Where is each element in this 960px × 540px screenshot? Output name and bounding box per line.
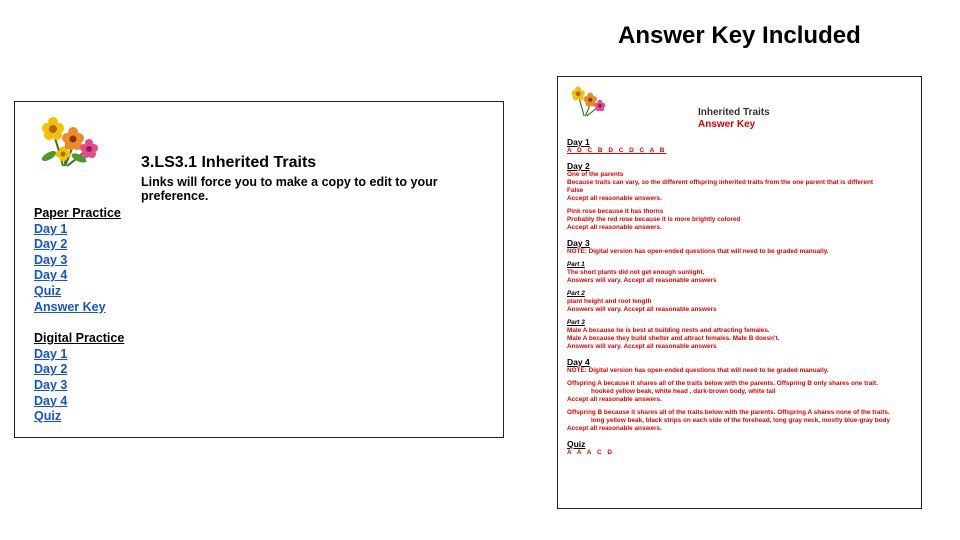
digital-day4-link[interactable]: Day 4 (34, 393, 68, 408)
paper-day4-link[interactable]: Day 4 (34, 268, 68, 283)
paper-day2-link[interactable]: Day 2 (34, 237, 68, 252)
answer-key-subtitle: Answer Key (698, 119, 756, 130)
answer-line: Answers will vary. Accept all reasonable answers (567, 277, 717, 284)
answer-line: Male A because he is best at building nests and attracting females. (567, 327, 770, 334)
digital-day2-link[interactable]: Day 2 (34, 362, 68, 377)
paper-day1-link[interactable]: Day 1 (34, 221, 68, 236)
answer-line: Because traits can vary, so the different offspring inherited traits from the one parent that is different (567, 179, 873, 186)
flowers-icon (33, 112, 99, 170)
answer-line: Answers will vary. Accept all reasonable answers (567, 343, 717, 350)
answer-line: Probably the red rose because it is more brightly colored (567, 216, 741, 223)
answer-line: The short plants did not get enough sunlight. (567, 269, 705, 276)
links-card (14, 101, 504, 438)
answer-line: Accept all reasonable answers. (567, 396, 662, 403)
answer-line: Offspring B because it shares all of the traits below with the parents. Offspring A shares none of the traits. (567, 409, 890, 416)
digital-day3-link[interactable]: Day 3 (34, 377, 68, 392)
part1-heading: Part 1 (567, 261, 585, 268)
answer-line: Offspring A because it shares all of the traits below with the parents. Offspring B only shares one trait. (567, 380, 878, 387)
paper-day3-link[interactable]: Day 3 (34, 252, 68, 267)
day1-answers: A D C B D C D C A B (567, 147, 667, 154)
part3-heading: Part 3 (567, 319, 585, 326)
day1-heading: Day 1 (567, 137, 590, 147)
answer-line: Accept all reasonable answers. (567, 425, 662, 432)
answer-line: plant height and root length (567, 298, 652, 305)
answer-line: Male A because they build shelter and attract females. Male B doesn't. (567, 335, 780, 342)
day4-note: NOTE: Digital version has open-ended questions that will need to be graded manually. (567, 367, 829, 374)
quiz-answers: A A A C D (567, 449, 614, 456)
day3-note: NOTE: Digital version has open-ended questions that will need to be graded manually. (567, 248, 829, 255)
answer-key-body (567, 131, 917, 457)
answer-key-link[interactable]: Answer Key (34, 299, 106, 314)
day3-heading: Day 3 (567, 238, 590, 248)
spacer (34, 315, 124, 331)
answer-line: hooked yellow beak, white head , dark-brown body, white tail (591, 388, 776, 395)
answer-line: long yellow beak, black strips on each side of the forehead, long gray neck, mostly blue-gray body (591, 417, 891, 424)
digital-practice-heading: Digital Practice (34, 331, 125, 346)
day4-heading: Day 4 (567, 357, 590, 367)
quiz-heading: Quiz (567, 439, 586, 449)
answer-line: Accept all reasonable answers. (567, 195, 662, 202)
digital-quiz-link[interactable]: Quiz (34, 409, 62, 424)
link-list (34, 206, 124, 425)
answer-key-preview (557, 76, 922, 509)
digital-day1-link[interactable]: Day 1 (34, 346, 68, 361)
page-title: 3.LS3.1 Inherited Traits (141, 154, 317, 171)
answer-line: Answers will vary. Accept all reasonable answers (567, 306, 717, 313)
day2-heading: Day 2 (567, 161, 590, 171)
answer-line: One of the parents (567, 171, 624, 178)
part2-heading: Part 2 (567, 290, 585, 297)
page-subtitle: Links will force you to make a copy to edit to your preference. (141, 175, 438, 203)
answer-key-title: Inherited Traits (698, 107, 770, 118)
answer-line: Accept all reasonable answers. (567, 224, 662, 231)
paper-practice-heading: Paper Practice (34, 206, 121, 220)
flowers-icon (566, 83, 606, 119)
paper-quiz-link[interactable]: Quiz (34, 283, 62, 298)
answer-line: Pink rose because it has thorns (567, 208, 664, 215)
page-headline: Answer Key Included (618, 22, 861, 49)
answer-line: False (567, 187, 584, 194)
